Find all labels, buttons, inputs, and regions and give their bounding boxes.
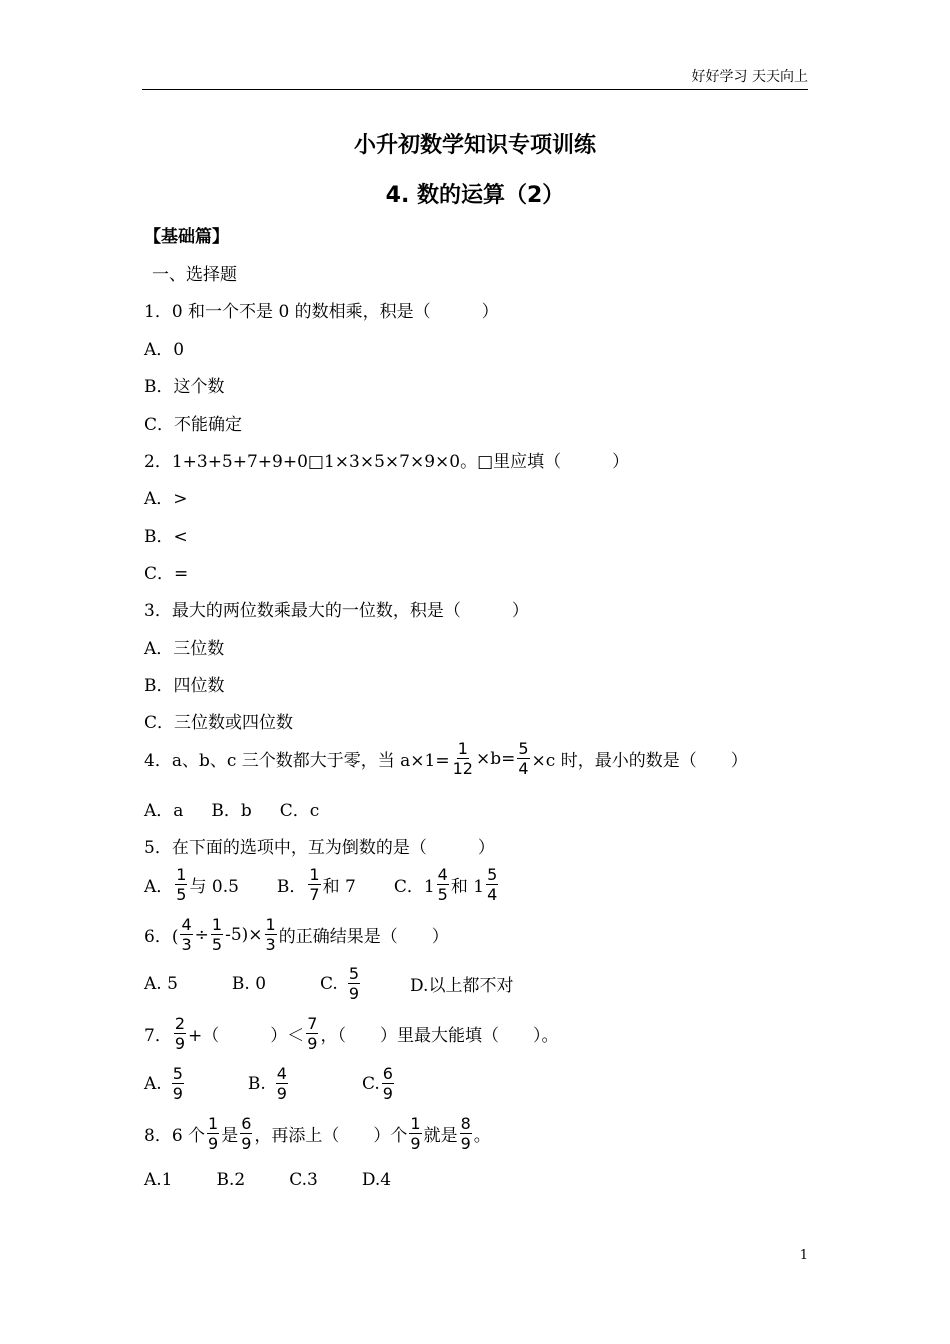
q8-f1-denominator: 9 xyxy=(208,1134,219,1153)
q6-fraction-3 xyxy=(265,916,277,953)
q7-a-numerator: 5 xyxy=(172,1064,183,1083)
q7-c-fraction xyxy=(382,1065,394,1102)
q4-f1-denominator: 12 xyxy=(452,759,473,778)
question-3-stem: 3．最大的两位数乘最大的一位数，积是（ ） xyxy=(144,601,529,621)
q5-c1-denominator: 5 xyxy=(437,885,448,904)
q7-b-denominator: 9 xyxy=(276,1084,287,1103)
q8-prefix: 8．6 个 xyxy=(144,1126,206,1146)
q5-b-numerator: 1 xyxy=(309,865,320,884)
question-4-option-a: A．a xyxy=(144,801,184,821)
q6-minus: -5)× xyxy=(225,924,263,945)
document-title: 小升初数学知识专项训练 xyxy=(353,133,596,158)
question-6-option-b: B. 0 xyxy=(231,973,267,994)
q5-c-fraction-2 xyxy=(486,866,498,903)
question-8-option-c: C.3 xyxy=(289,1170,318,1190)
question-8-options xyxy=(144,1170,391,1190)
question-1-option-a: A．0 xyxy=(144,340,185,360)
q4-f2-denominator: 4 xyxy=(518,759,529,778)
question-6-options xyxy=(144,965,513,1002)
q6-f3-numerator: 1 xyxy=(265,915,276,934)
q7-suffix: ，（ ）里最大能填（ ）。 xyxy=(320,1026,559,1046)
question-2-stem: 2．1+3+5+7+9+0□1×3×5×7×9×0。□里应填（ ） xyxy=(144,452,630,472)
q7-f1-denominator: 9 xyxy=(174,1034,186,1053)
question-7-option-c-label: C. xyxy=(361,1073,380,1094)
q6-f3-denominator: 3 xyxy=(265,935,276,954)
page-number: 1 xyxy=(799,1248,808,1263)
question-8-option-d: D.4 xyxy=(361,1170,392,1190)
question-1-option-b: B．这个数 xyxy=(144,377,225,397)
question-5-option-b-text: 和 7 xyxy=(322,877,356,897)
q6-f2-numerator: 1 xyxy=(211,915,223,934)
q4-fraction-2 xyxy=(517,740,529,777)
q5-b-denominator: 7 xyxy=(309,885,320,904)
q6-c-fraction xyxy=(348,965,360,1002)
q5-c1-numerator: 4 xyxy=(437,865,448,884)
q8-mid: ，再添上（ ）个 xyxy=(254,1126,408,1146)
question-4-options xyxy=(144,796,319,821)
question-4-option-c: C．c xyxy=(279,801,320,821)
q7-c-denominator: 9 xyxy=(382,1084,393,1103)
question-5-options xyxy=(144,866,500,903)
q8-fraction-2 xyxy=(240,1115,252,1152)
question-5-stem: 5．在下面的选项中，互为倒数的是（ ） xyxy=(144,838,495,858)
q4-f1-numerator: 1 xyxy=(457,739,468,758)
q8-f2-denominator: 9 xyxy=(241,1134,252,1153)
question-6-option-c-label: C. xyxy=(320,973,338,994)
q5-b-fraction xyxy=(308,866,320,903)
q5-a-denominator: 5 xyxy=(176,885,187,904)
q8-f3-denominator: 9 xyxy=(410,1134,421,1153)
q7-a-denominator: 9 xyxy=(172,1084,183,1103)
question-2-option-b: B．< xyxy=(144,527,188,547)
question-6-stem xyxy=(144,916,449,953)
q8-f1-numerator: 1 xyxy=(208,1114,219,1133)
q7-fraction-1 xyxy=(174,1015,186,1052)
q6-prefix: 6．( xyxy=(144,927,179,947)
question-2-option-a: A．> xyxy=(144,489,188,509)
question-7-options xyxy=(144,1065,396,1102)
q5-a-numerator: 1 xyxy=(176,865,187,884)
question-8-stem xyxy=(144,1115,491,1152)
q7-fraction-2 xyxy=(306,1015,318,1052)
question-6-option-d: D.以上都不对 xyxy=(410,976,514,996)
question-8-option-a: A.1 xyxy=(144,1170,173,1190)
q5-c-fraction-1 xyxy=(437,866,449,903)
q8-fraction-1 xyxy=(207,1115,219,1152)
q6-f1-numerator: 4 xyxy=(181,915,192,934)
q4-stem-prefix: 4．a、b、c 三个数都大于零，当 a×1= xyxy=(144,751,450,771)
q8-f2-numerator: 6 xyxy=(241,1114,252,1133)
q8-fraction-3 xyxy=(409,1115,421,1152)
q7-f1-numerator: 2 xyxy=(174,1014,186,1033)
q5-a-fraction xyxy=(175,866,187,903)
q6-fraction-1 xyxy=(180,916,192,953)
section-label: 【基础篇】 xyxy=(144,227,229,247)
question-5-option-c-label: C．1 xyxy=(393,877,435,897)
q7-b-fraction xyxy=(276,1065,288,1102)
q4-f2-numerator: 5 xyxy=(518,739,529,758)
q6-f2-denominator: 5 xyxy=(211,935,223,954)
q6-suffix: 的正确结果是（ ） xyxy=(278,927,449,947)
q8-f3-numerator: 1 xyxy=(410,1114,421,1133)
q7-prefix: 7． xyxy=(144,1026,172,1046)
question-4-option-b: B．b xyxy=(211,801,252,821)
question-2-option-c: C．= xyxy=(144,564,189,584)
document-subtitle: 4. 数的运算（2） xyxy=(385,183,565,208)
q5-c2-numerator: 5 xyxy=(487,865,498,884)
question-8-option-b: B.2 xyxy=(216,1170,246,1190)
q8-is: 是 xyxy=(221,1126,239,1146)
q8-then: 就是 xyxy=(423,1126,458,1146)
question-5-option-a-text: 与 0.5 xyxy=(189,877,239,897)
q7-mid: +（ ）＜ xyxy=(188,1026,305,1046)
q7-c-numerator: 6 xyxy=(382,1064,393,1083)
q7-b-numerator: 4 xyxy=(276,1064,287,1083)
question-3-option-c: C．三位数或四位数 xyxy=(144,713,294,733)
question-7-option-a-label: A. xyxy=(144,1073,162,1094)
question-5-option-b-label: B． xyxy=(276,877,307,897)
q8-fraction-4 xyxy=(460,1115,472,1152)
question-1-option-c: C．不能确定 xyxy=(144,415,243,435)
page-header-motto: 好好学习 天天向上 xyxy=(691,69,808,85)
question-1-stem: 1．0 和一个不是 0 的数相乘，积是（ ） xyxy=(144,302,499,322)
q6-c-denominator: 9 xyxy=(348,984,360,1003)
q7-f2-numerator: 7 xyxy=(307,1014,318,1033)
q8-f4-numerator: 8 xyxy=(460,1114,471,1133)
q6-f1-denominator: 3 xyxy=(181,935,192,954)
q5-c2-denominator: 4 xyxy=(487,885,498,904)
question-3-option-b: B．四位数 xyxy=(144,676,225,696)
header-rule xyxy=(142,89,808,90)
q6-divide: ÷ xyxy=(194,924,209,945)
question-3-option-a: A．三位数 xyxy=(144,639,225,659)
q8-end: 。 xyxy=(473,1126,491,1146)
q6-c-numerator: 5 xyxy=(348,964,360,983)
question-7-option-b-label: B. xyxy=(247,1073,266,1094)
question-6-option-a: A. 5 xyxy=(144,973,178,994)
q6-fraction-2 xyxy=(211,916,223,953)
q4-fraction-1 xyxy=(452,740,474,777)
question-5-option-a-label: A． xyxy=(144,877,174,897)
q7-f2-denominator: 9 xyxy=(307,1034,318,1053)
question-7-stem xyxy=(144,1015,558,1052)
q7-a-fraction xyxy=(172,1065,184,1102)
q8-f4-denominator: 9 xyxy=(460,1134,471,1153)
question-5-option-c-mid: 和 1 xyxy=(450,877,485,897)
part-label: 一、选择题 xyxy=(152,265,237,285)
q4-stem-suffix: ×c 时，最小的数是（ ） xyxy=(531,751,748,771)
q4-stem-mid: ×b= xyxy=(475,748,516,769)
question-4-stem xyxy=(144,740,748,777)
